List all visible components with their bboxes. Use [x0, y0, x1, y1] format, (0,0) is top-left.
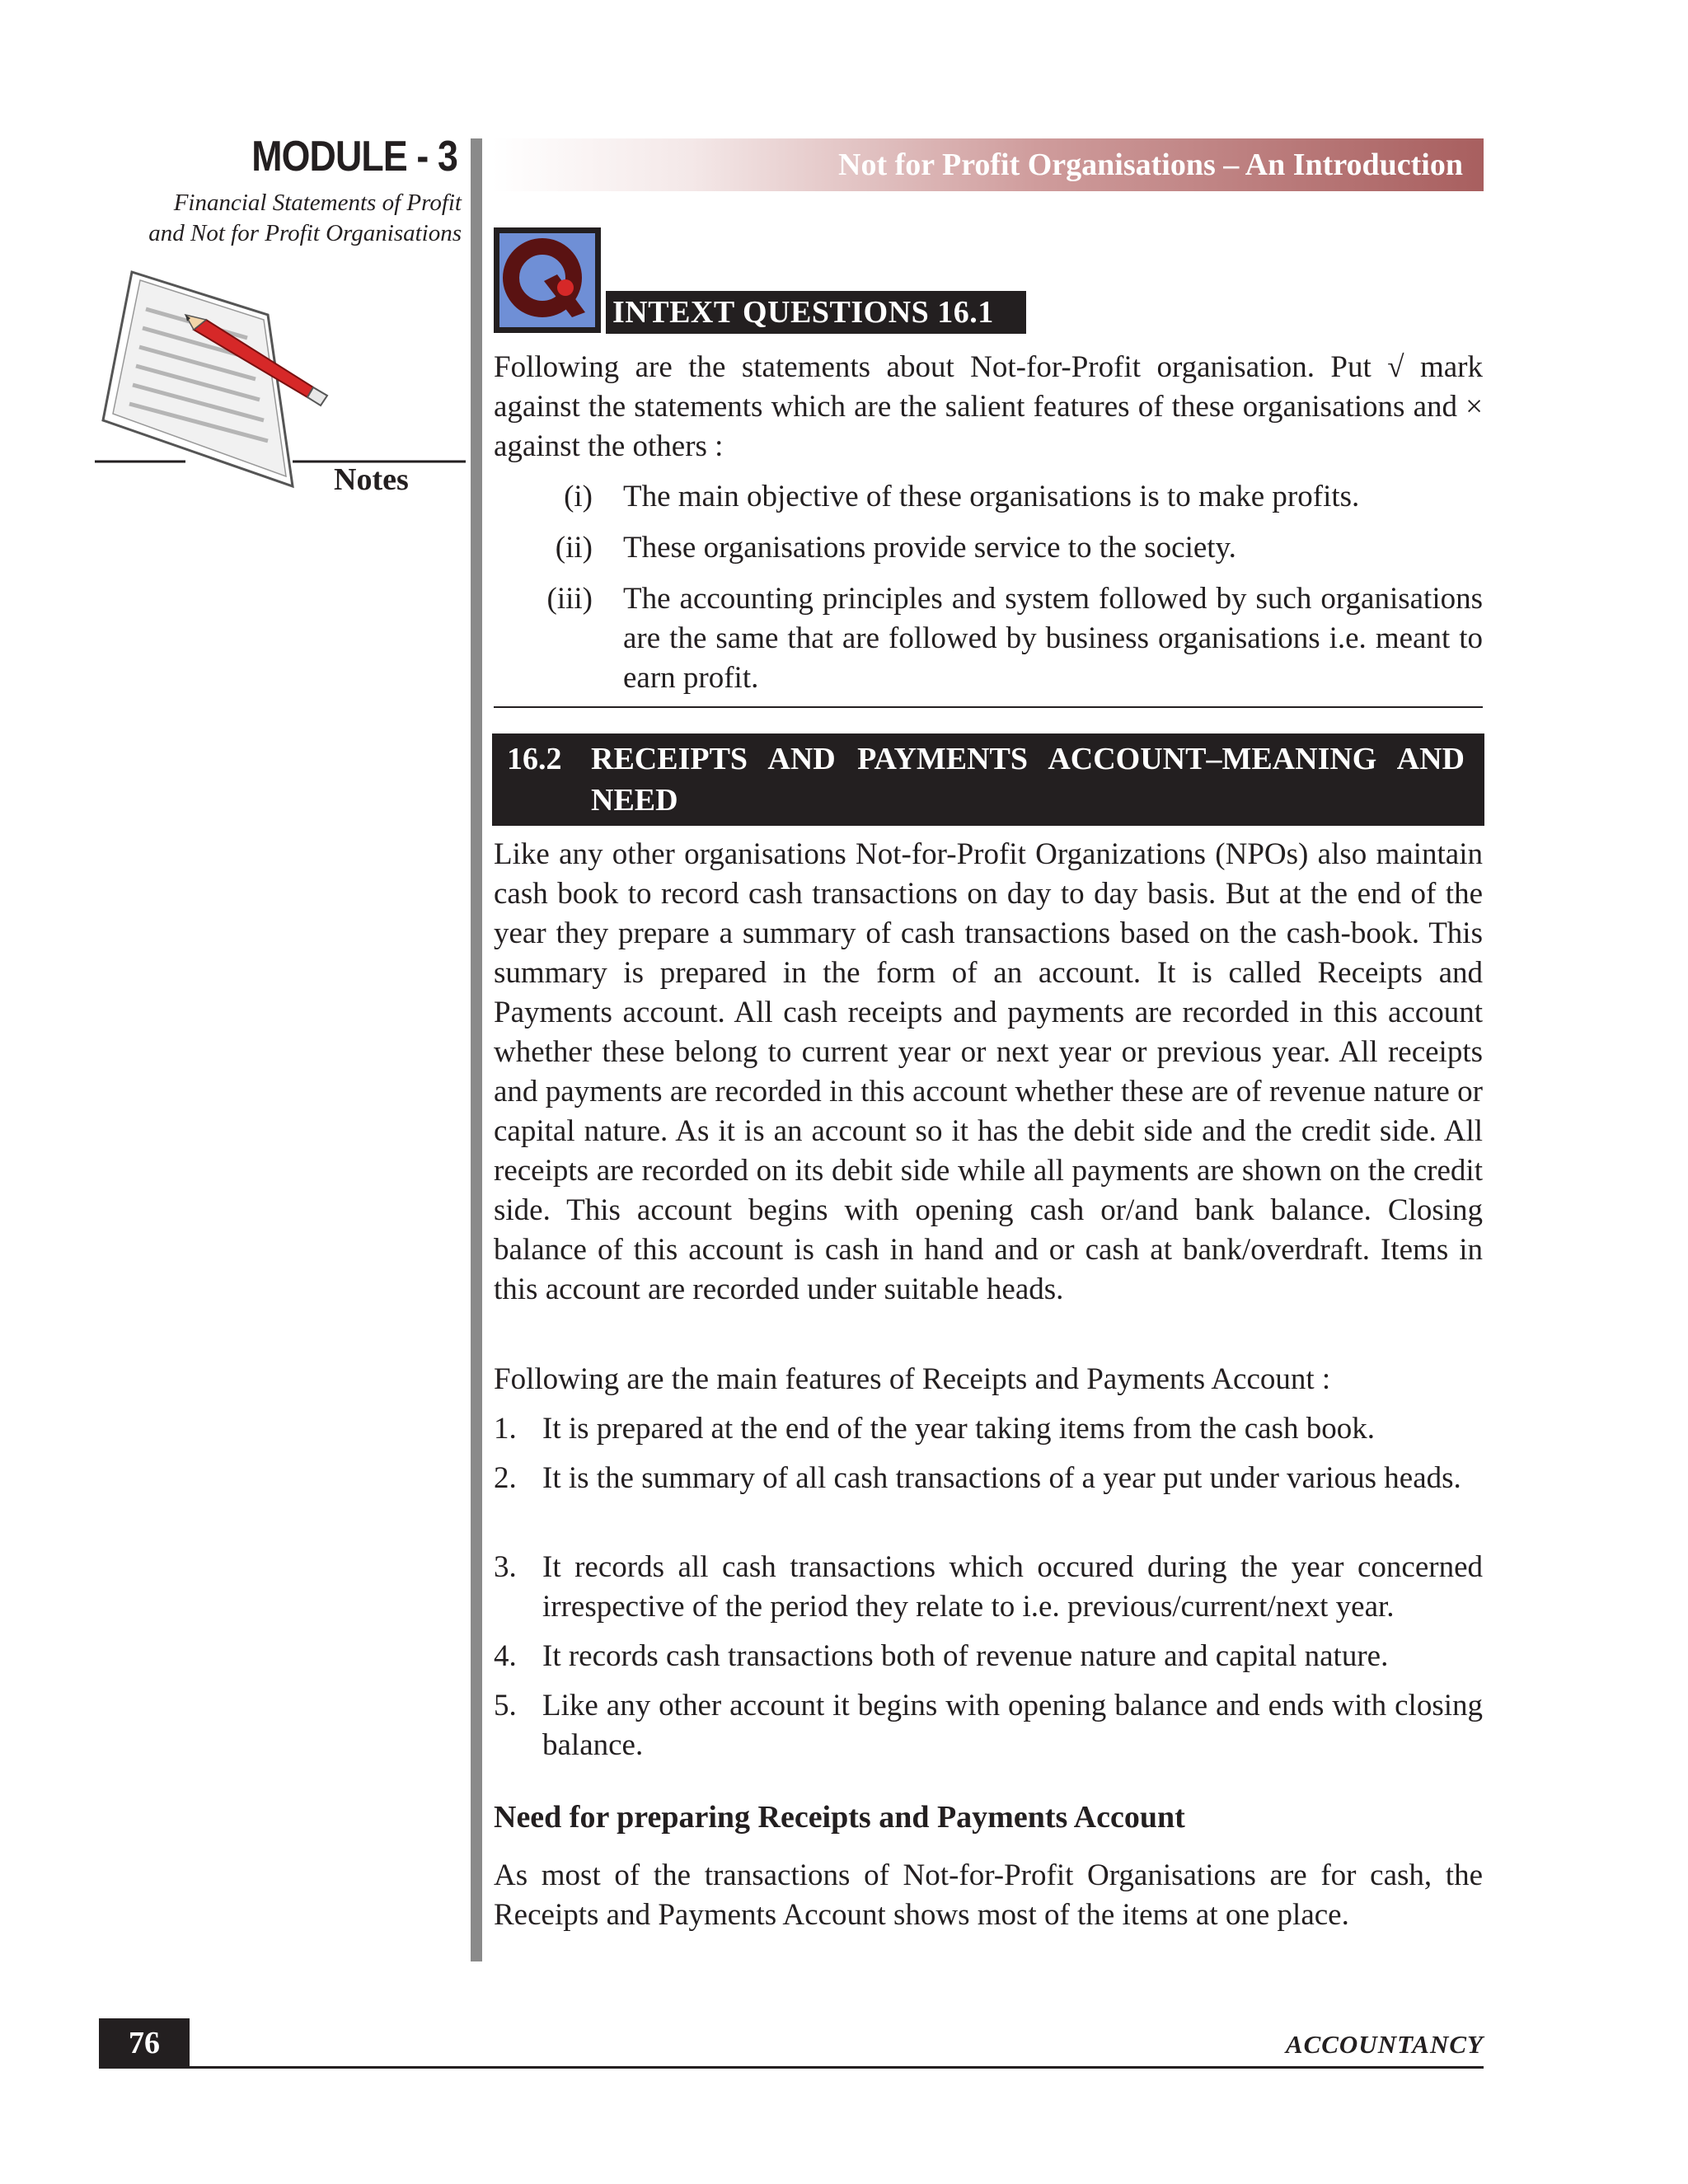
intext-questions-title: INTEXT QUESTIONS 16.1 — [606, 291, 1026, 334]
notes-label: Notes — [334, 462, 409, 497]
section-paragraph: Like any other organisations Not-for-Profit Organizations (NPOs) also maintain cash book to record cash transactions on day to day basis. But at the end of the year they prepare a summary of cash transactions based on the cash-book. This summary is prepared in the form of an account. It is called Receipts and Payments account. All cash receipts and payments are recorded in this account whether these belong to current year or next year or previous year. All receipts and payments are recorded in this account whether these are of revenue nature or capital nature. As it is an account so it has the debit side and the credit side. All receipts are recorded on its debit side while all payments are shown on the credit side. This account begins with opening cash or/and bank balance. Closing balance of this account is cash in hand and or cash at bank/overdraft. Items in this account are recorded under suitable heads. — [494, 837, 1483, 1306]
feature-number: 3. — [494, 1550, 517, 1584]
feature-number: 5. — [494, 1689, 517, 1722]
chapter-title: Not for Profit Organisations – An Introduction — [838, 148, 1463, 182]
feature-number: 1. — [494, 1412, 517, 1446]
question-number: (ii) — [555, 531, 593, 565]
section-heading — [492, 733, 1484, 826]
margin-divider — [471, 138, 482, 1961]
section-number: 16.2 — [507, 742, 562, 776]
module-subtitle-line2: and Not for Profit Organisations — [148, 220, 462, 246]
footer-rule — [99, 2066, 1484, 2069]
question-text: These organisations provide service to the society. — [623, 531, 1236, 565]
module-subtitle — [99, 188, 462, 249]
section-divider — [494, 706, 1483, 708]
notes-pencil-icon — [95, 264, 478, 503]
module-title: MODULE - 3 — [251, 133, 457, 180]
section-title: RECEIPTS AND PAYMENTS ACCOUNT–MEANING AND NEED — [591, 742, 1465, 818]
question-icon — [493, 227, 602, 334]
feature-text: It records cash transactions both of revenue nature and capital nature. — [542, 1639, 1389, 1673]
feature-text: It is the summary of all cash transactions of a year put under various heads. — [542, 1461, 1461, 1495]
feature-text: It records all cash transactions which occured during the year concerned irrespective of the period they relate to i.e. previous/current/next year. — [542, 1550, 1483, 1624]
feature-number: 2. — [494, 1461, 517, 1495]
footer-subject: ACCOUNTANCY — [1285, 2030, 1484, 2059]
intext-intro: Following are the statements about Not-for-Profit organisation. Put √ mark against the statements which are the salient features of these organisations and × against the others : — [494, 350, 1483, 463]
feature-text: It is prepared at the end of the year taking items from the cash book. — [542, 1412, 1375, 1446]
need-paragraph: As most of the transactions of Not-for-Profit Organisations are for cash, the Receipts and Payments Account shows most of the items at one place. — [494, 1858, 1483, 1932]
question-text: The accounting principles and system followed by such organisations are the same that are followed by business organisations i.e. meant to earn profit. — [623, 582, 1483, 695]
question-text: The main objective of these organisations is to make profits. — [623, 480, 1360, 513]
question-number: (i) — [564, 480, 593, 513]
page-number: 76 — [99, 2018, 190, 2068]
feature-number: 4. — [494, 1639, 517, 1673]
need-heading: Need for preparing Receipts and Payments Account — [494, 1800, 1185, 1835]
question-number: (iii) — [546, 582, 593, 616]
feature-text: Like any other account it begins with opening balance and ends with closing balance. — [542, 1689, 1483, 1762]
module-subtitle-line1: Financial Statements of Profit — [173, 190, 462, 216]
features-intro: Following are the main features of Receipts and Payments Account : — [494, 1362, 1331, 1396]
